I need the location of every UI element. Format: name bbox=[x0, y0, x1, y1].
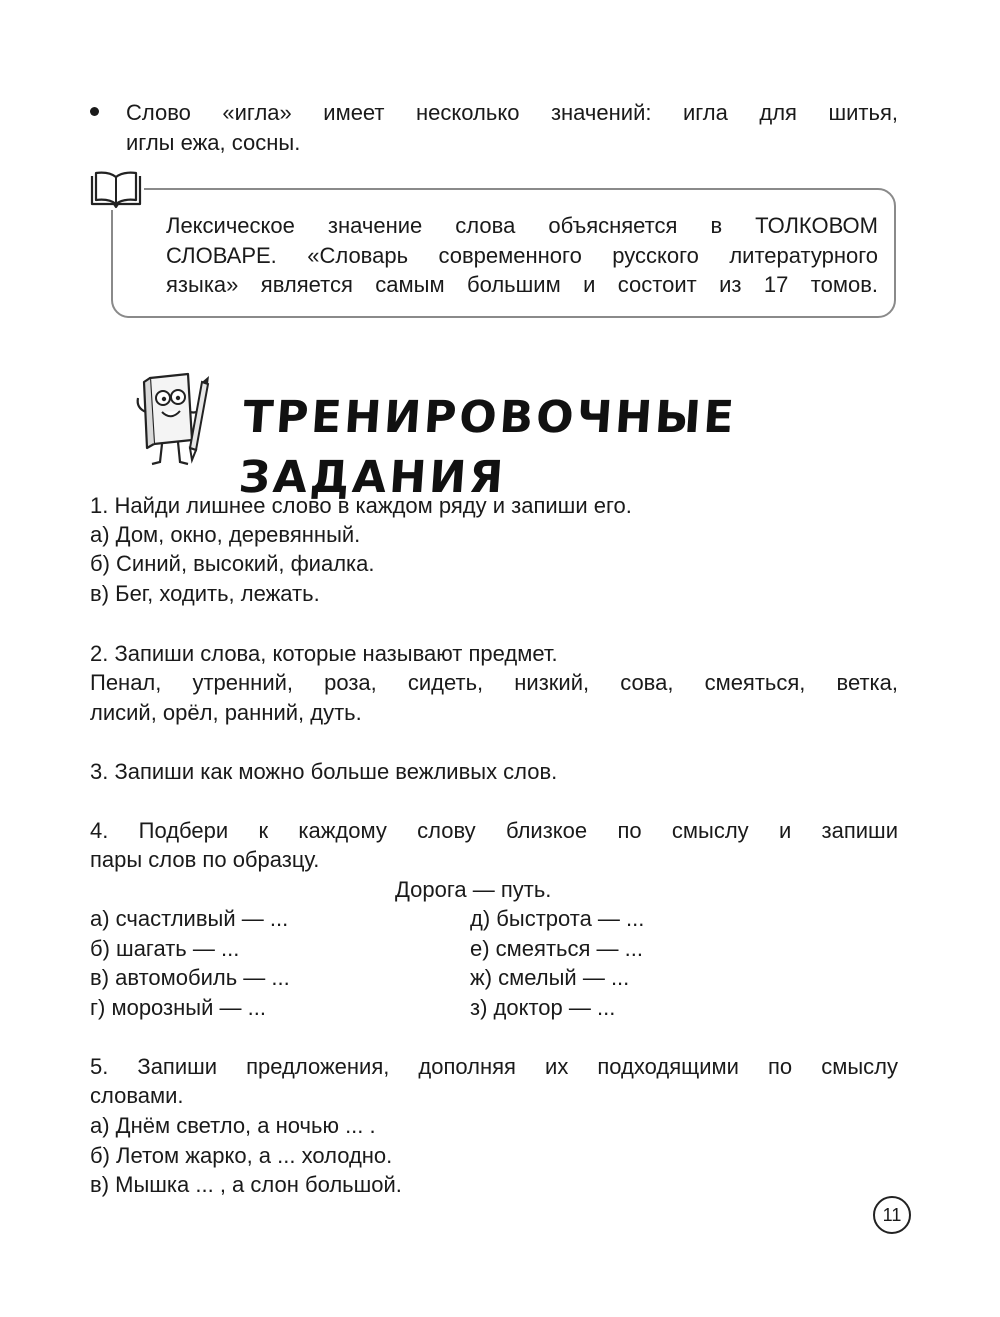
task4-item-zh: ж) смелый — ... bbox=[470, 965, 630, 990]
task4-item-g: г) морозный — ... bbox=[90, 995, 266, 1020]
task5-item-b: б) Летом жарко, а ... холодно. bbox=[90, 1143, 393, 1168]
task1-item-c: в) Бег, ходить, лежать. bbox=[90, 581, 320, 606]
task4-item-d: д) быстрота — ... bbox=[470, 906, 645, 931]
task4-item-v: в) автомобиль — ... bbox=[90, 965, 290, 990]
task4-prompt-line-2: пары слов по образцу. bbox=[90, 847, 320, 872]
task1-item-b: б) Синий, высокий, фиалка. bbox=[90, 551, 375, 576]
task4-prompt-line-1: 4. Подбери к каждому слову близкое по смыслу и запиши bbox=[90, 818, 898, 843]
task4-sample: Дорога — путь. bbox=[395, 877, 552, 902]
section-title: ТРЕНИРОВОЧНЫЕ ЗАДАНИЯ bbox=[237, 392, 739, 503]
task5-prompt-line-2: словами. bbox=[90, 1083, 184, 1108]
bullet-line-2: иглы ежа, сосны. bbox=[126, 130, 301, 155]
task4-item-z: з) доктор — ... bbox=[470, 995, 616, 1020]
task1-item-a: а) Дом, окно, деревянный. bbox=[90, 522, 361, 547]
open-book-icon bbox=[88, 170, 144, 210]
book-character-with-pencil-icon bbox=[132, 368, 218, 470]
task4-item-a: а) счастливый — ... bbox=[90, 906, 289, 931]
task3-prompt: 3. Запиши как можно больше вежливых слов. bbox=[90, 759, 558, 784]
bullet-line-1: Слово «игла» имеет несколько значений: игла для шитья, bbox=[126, 100, 898, 125]
task2-words-line-2: лисий, орёл, ранний, дуть. bbox=[90, 700, 362, 725]
task5-prompt-line-1: 5. Запиши предложения, дополняя их подходящими по смыслу bbox=[90, 1054, 898, 1079]
task2-words-line-1: Пенал, утренний, роза, сидеть, низкий, сова, смеяться, ветка, bbox=[90, 670, 898, 695]
task4-item-b: б) шагать — ... bbox=[90, 936, 240, 961]
task5-item-v: в) Мышка ... , а слон большой. bbox=[90, 1172, 402, 1197]
bullet-dot bbox=[90, 107, 99, 116]
task5-item-a: а) Днём светло, а ночью ... . bbox=[90, 1113, 376, 1138]
task2-prompt: 2. Запиши слова, которые называют предмет. bbox=[90, 641, 558, 666]
note-line-2: СЛОВАРЕ. «Словарь современного русского литературного bbox=[166, 243, 878, 268]
page-number: 11 bbox=[873, 1196, 911, 1234]
task1-prompt: 1. Найди лишнее слово в каждом ряду и запиши его. bbox=[90, 493, 632, 518]
note-line-3: языка» является самым большим и состоит из 17 томов. bbox=[166, 272, 878, 297]
note-line-1: Лексическое значение слова объясняется в ТОЛКОВОМ bbox=[166, 213, 878, 238]
task4-item-e: е) смеяться — ... bbox=[470, 936, 643, 961]
